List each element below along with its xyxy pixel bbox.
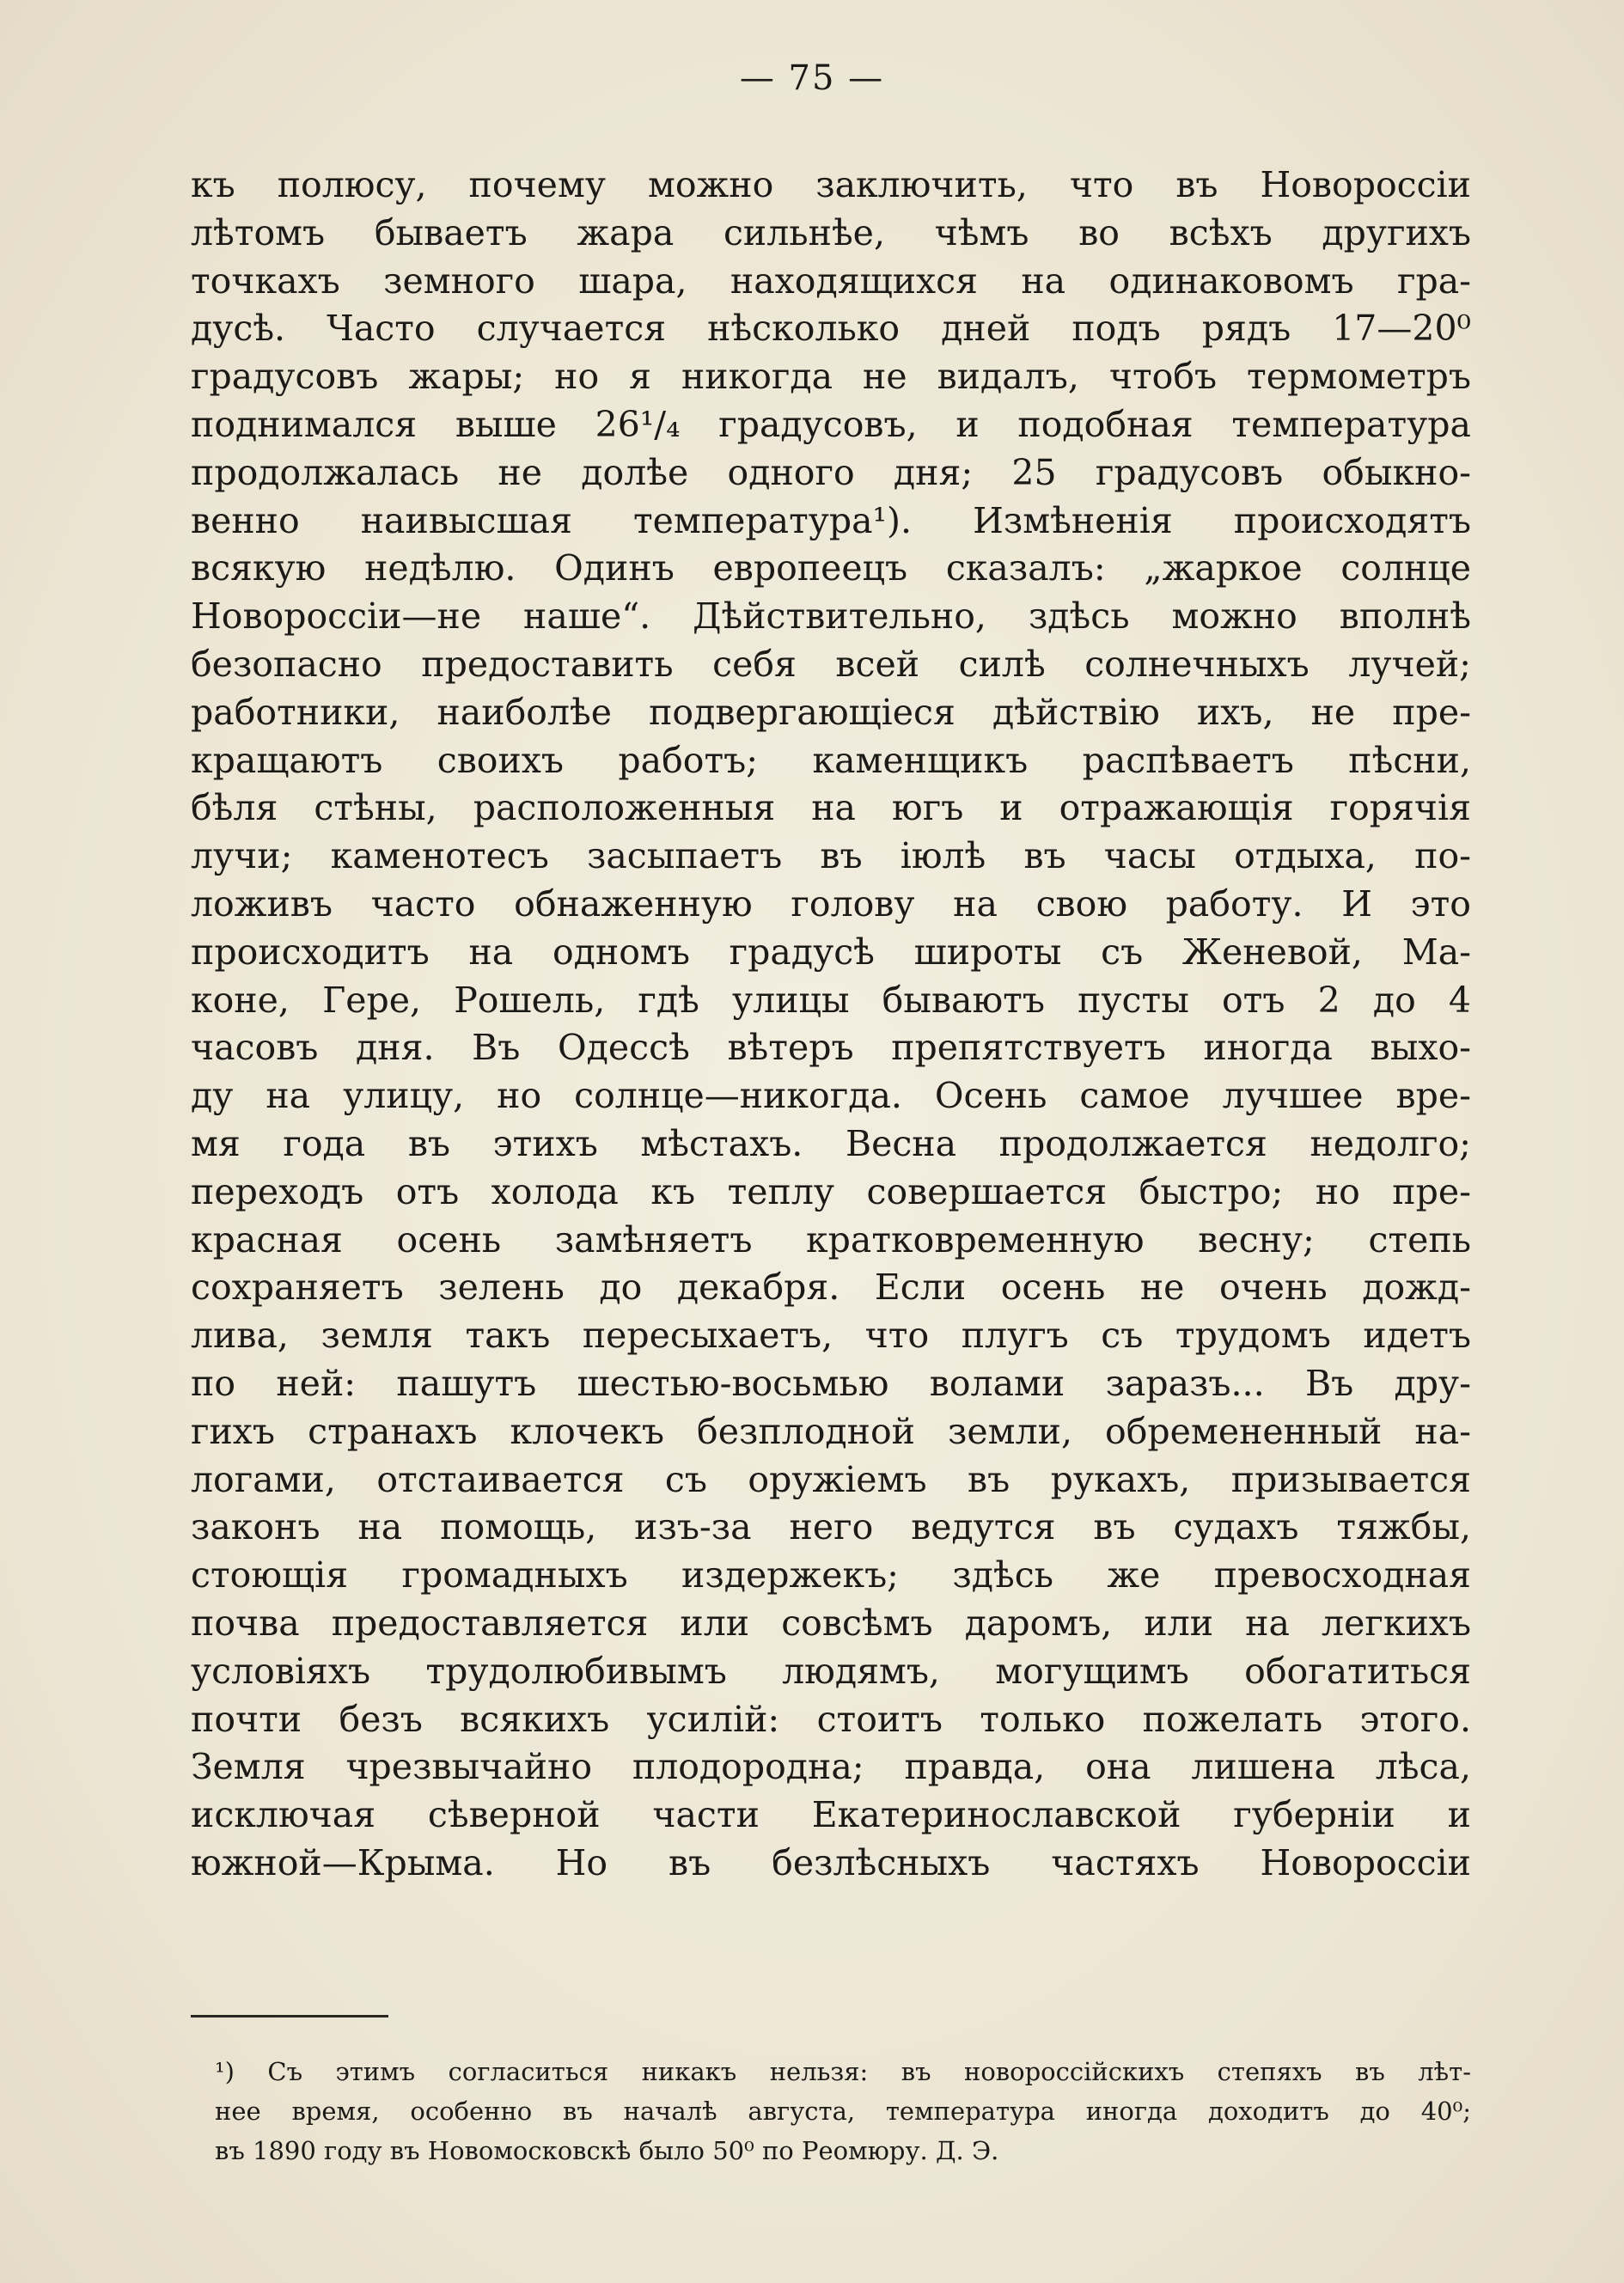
text-line: законъ на помощь, изъ-за него ведутся въ судахъ тяжбы,: [191, 1506, 1471, 1548]
text-line: бѣля стѣны, расположенныя на югъ и отражающія горячія: [191, 787, 1471, 829]
text-line: переходъ отъ холода къ теплу совершается быстро; но пре-: [191, 1170, 1471, 1212]
text-line: условіяхъ трудолюбивымъ людямъ, могущимъ обогатиться: [191, 1650, 1471, 1692]
text-line: ложивъ часто обнаженную голову на свою работу. И это: [191, 882, 1471, 925]
text-line: исключая сѣверной части Екатеринославской губерніи и: [191, 1794, 1471, 1836]
footnote-divider: [191, 2015, 388, 2017]
text-line: безопасно предоставить себя всей силѣ солнечныхъ лучей;: [191, 643, 1471, 685]
text-line: дусѣ. Часто случается нѣсколько дней подъ рядъ 17—20⁰: [191, 308, 1471, 350]
footnote: [215, 2052, 1471, 2170]
text-line: лѣтомъ бываетъ жара сильнѣе, чѣмъ во всѣхъ другихъ: [191, 211, 1471, 253]
footnote-line: нее время, особенно въ началѣ августа, температура иногда доходитъ до 40⁰;: [215, 2097, 1471, 2126]
text-line: логами, отстаивается съ оружіемъ въ рукахъ, призывается: [191, 1458, 1471, 1500]
text-line: лива, земля такъ пересыхаетъ, что плугъ съ трудомъ идетъ: [191, 1315, 1471, 1357]
text-line: часовъ дня. Въ Одессѣ вѣтеръ препятствуетъ иногда выхо-: [191, 1027, 1471, 1069]
text-line: Новороссіи—не наше“. Дѣйствительно, здѣсь можно вполнѣ: [191, 595, 1471, 638]
text-line: коне, Гере, Рошель, гдѣ улицы бываютъ пусты отъ 2 до 4: [191, 979, 1471, 1021]
text-line: къ полюсу, почему можно заключить, что въ Новороссіи: [191, 164, 1471, 205]
text-line: происходитъ на одномъ градусѣ широты съ Женевой, Ма-: [191, 931, 1471, 973]
text-line: ду на улицу, но солнце—никогда. Осень самое лучшее вре-: [191, 1075, 1471, 1117]
text-line: по ней: пашутъ шестью-восьмью волами заразъ... Въ дру-: [191, 1362, 1471, 1404]
text-line: красная осень замѣняетъ кратковременную весну; степь: [191, 1218, 1471, 1261]
text-line: всякую недѣлю. Одинъ европеецъ сказалъ: „жаркое солнце: [191, 547, 1471, 589]
text-line: продолжалась не долѣе одного дня; 25 градусовъ обыкно-: [191, 451, 1471, 493]
page-number: — 75 —: [739, 58, 885, 98]
text-line: кращаютъ своихъ работъ; каменщикъ распѣваетъ пѣсни,: [191, 739, 1471, 781]
text-line: южной—Крыма. Но въ безлѣсныхъ частяхъ Новороссіи: [191, 1841, 1471, 1883]
text-line: гихъ странахъ клочекъ безплодной земли, обремененный на-: [191, 1410, 1471, 1452]
body-text: [191, 162, 1471, 1888]
text-line: поднимался выше 26¹/₄ градусовъ, и подобная температура: [191, 403, 1471, 445]
text-line: точкахъ земного шара, находящихся на одинаковомъ гра-: [191, 259, 1471, 302]
text-line: стоющія громадныхъ издержекъ; здѣсь же превосходная: [191, 1554, 1471, 1596]
text-line: Земля чрезвычайно плодородна; правда, она лишена лѣса,: [191, 1746, 1471, 1788]
text-line: сохраняетъ зелень до декабря. Если осень не очень дожд-: [191, 1267, 1471, 1309]
text-line: почти безъ всякихъ усилій: стоитъ только пожелать этого.: [191, 1698, 1471, 1740]
text-line: градусовъ жары; но я никогда не видалъ, чтобъ термометръ: [191, 356, 1471, 398]
footnote-line: ¹) Съ этимъ согласиться никакъ нельзя: въ новороссійскихъ степяхъ въ лѣт-: [215, 2057, 1471, 2086]
text-line: мя года въ этихъ мѣстахъ. Весна продолжается недолго;: [191, 1122, 1471, 1164]
text-line: работники, наиболѣе подвергающіеся дѣйствію ихъ, не пре-: [191, 691, 1471, 733]
text-line: почва предоставляется или совсѣмъ даромъ, или на легкихъ: [191, 1602, 1471, 1644]
text-line: венно наивысшая температура¹). Измѣненія происходятъ: [191, 499, 1471, 541]
footnote-line: въ 1890 году въ Новомосковскѣ было 50⁰ по Реомюру. Д. Э.: [215, 2136, 999, 2165]
text-line: лучи; каменотесъ засыпаетъ въ іюлѣ въ часы отдыха, по-: [191, 835, 1471, 877]
